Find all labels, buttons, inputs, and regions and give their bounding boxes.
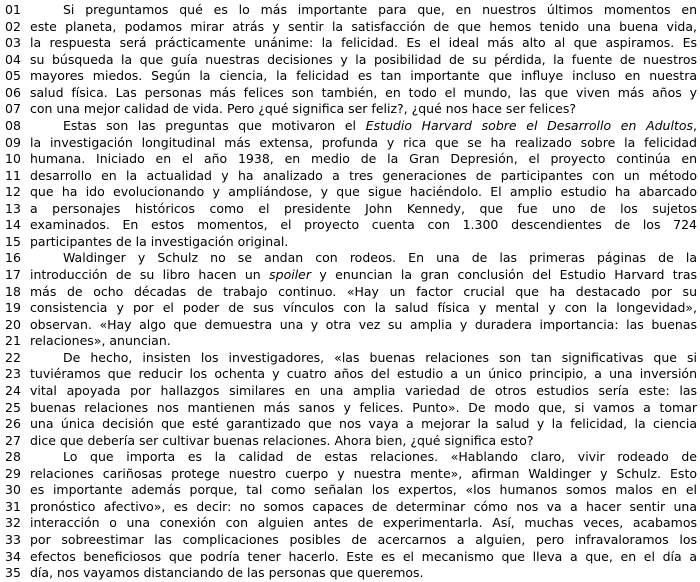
line-text [30,400,700,417]
text-line [0,532,700,549]
line-number: 17 [5,267,21,282]
text-segment: consistencia y por el poder de sus vínculos con la salud física y mental y con la longevidad», [30,300,697,316]
line-number: 27 [5,432,21,448]
text-segment: día, nos vayamos distanciando de las personas que queremos. [30,565,424,581]
text-line [0,85,700,102]
text-line [0,201,700,218]
text-segment: humana. Iniciado en el año 1938, en medio de la Gran Depresión, el proyecto continúa en [30,151,697,167]
text-segment: Waldinger y Schulz no se andan con rodeos. En una de las primeras páginas de la [63,250,697,266]
text-segment: De hecho, insisten los investigadores, «las buenas relaciones son tan significativas que si [63,349,697,365]
line-text [30,317,700,334]
italic-text-segment: spoiler [269,267,311,282]
text-line [0,499,700,516]
line-text [30,250,700,267]
text-segment: desarrollo en la actualidad y ha analizado a tres generaciones de participantes con un método [30,167,697,183]
text-segment: vital apoyada por hallazgos similares en una amplia variedad de otros estudios sería este: las [30,382,697,398]
line-number: 19 [5,300,21,316]
text-segment: relaciones», anuncian. [30,333,171,349]
text-segment: relaciones cariñosas protege nuestro cuerpo y nuestra mente», afirman Waldinger y Schulz. Esto [30,465,697,481]
text-segment: Estas son las preguntas que motivaron el [63,117,366,133]
line-text [30,35,700,52]
line-number: 07 [5,101,21,117]
line-text [30,151,700,168]
line-text [30,68,700,85]
line-number: 29 [5,465,21,481]
line-number: 18 [5,283,21,299]
text-line [0,168,700,185]
text-segment: , [693,117,697,133]
line-text [30,267,700,284]
line-number: 10 [5,151,21,167]
line-number: 16 [5,250,21,266]
text-segment: una única decisión que esté garantizado que nos vaya a mejorar la salud y la felicidad, la ciencia [30,416,697,432]
text-line [0,284,700,301]
line-text [30,466,700,483]
line-number: 11 [5,167,21,183]
line-text [30,433,700,450]
line-number: 13 [5,200,21,216]
line-number: 31 [5,498,21,514]
line-number: 01 [5,2,21,17]
text-segment: y enuncian la gran conclusión del Estudio Harvard tras [311,267,697,282]
text-line [0,549,700,566]
line-text [30,284,700,301]
line-text [30,549,700,566]
line-text [30,184,700,201]
text-segment: salud física. Las personas más felices son también, en todo el mundo, las que viven más años y [30,84,697,100]
text-line [0,515,700,532]
line-number: 03 [5,35,21,51]
text-segment: Lo que importa es la calidad de estas relaciones. «Hablando claro, vivir rodeado de [63,449,697,465]
text-line [0,416,700,433]
text-line [0,466,700,483]
text-segment: participantes de la investigación original. [30,233,289,249]
line-number: 22 [5,349,21,365]
text-segment: la respuesta será prácticamente unánime: la felicidad. Es el ideal más alto al que aspiramos. Es [30,35,697,51]
text-segment: más de ocho décadas de trabajo continuo. «Hay un factor crucial que ha destacado por su [30,283,697,299]
text-line [0,184,700,201]
text-line [0,19,700,36]
line-text [30,234,700,251]
line-text [30,52,700,69]
line-text [30,101,700,118]
line-number: 34 [5,548,21,564]
text-segment: introducción de su libro hacen un [30,267,270,282]
text-line [0,2,700,19]
line-number: 20 [5,316,21,332]
text-segment: buenas relaciones nos mantienen más sanos y felices. Punto». De modo que, si vamos a tomar [30,399,697,415]
text-body [0,2,700,582]
line-text [30,217,700,234]
line-number: 23 [5,366,21,382]
line-text [30,565,700,582]
text-segment: interacción o una conexión con alguien antes de experimentarla. Así, muchas veces, acabamos [30,515,697,531]
text-line [0,350,700,367]
line-number: 30 [5,482,21,498]
line-text [30,449,700,466]
line-text [30,19,700,36]
line-number: 02 [5,18,21,34]
line-text [30,85,700,102]
text-line [0,52,700,69]
text-line [0,118,700,135]
line-text [30,366,700,383]
text-line [0,400,700,417]
line-number: 12 [5,184,21,200]
line-number: 08 [5,117,21,133]
text-segment: a personajes históricos como el presidente John Kennedy, que fue uno de los sujetos [30,200,697,216]
text-segment: con una mejor calidad de vida. Pero ¿qué significa ser feliz?, ¿qué nos hace ser felices? [30,101,576,117]
text-line [0,68,700,85]
line-number: 24 [5,382,21,398]
text-line [0,101,700,118]
line-text [30,118,700,135]
text-line [0,366,700,383]
text-line [0,333,700,350]
text-line [0,135,700,152]
text-line [0,565,700,582]
line-number: 09 [5,134,21,150]
line-number: 25 [5,399,21,415]
line-number: 35 [5,565,21,581]
line-text [30,350,700,367]
line-number: 28 [5,449,21,465]
text-line [0,383,700,400]
line-text [30,383,700,400]
line-text [30,300,700,317]
line-number: 06 [5,84,21,100]
line-number: 14 [5,217,21,233]
text-line [0,300,700,317]
line-number: 15 [5,233,21,249]
line-text [30,532,700,549]
text-segment: por sobreestimar las complicaciones posibles de acercarnos a alguien, pero infravaloramos los [30,532,697,547]
text-line [0,234,700,251]
text-line [0,151,700,168]
line-number: 05 [5,68,21,84]
line-text [30,2,700,19]
line-text [30,482,700,499]
text-line [0,317,700,334]
text-line [0,35,700,52]
text-segment: mayores miedos. Según la ciencia, la felicidad es tan importante que influye incluso en nuestra [30,68,697,84]
text-line [0,217,700,234]
line-text [30,333,700,350]
line-number: 33 [5,532,21,547]
line-number: 32 [5,515,21,531]
text-line [0,449,700,466]
line-number: 04 [5,51,21,67]
text-segment: que ha ido evolucionando y ampliándose, y que sigue haciéndolo. El amplio estudio ha abarcado [30,184,697,200]
text-segment: examinados. En estos momentos, el proyecto cuenta con 1.300 descendientes de los 724 [30,217,697,233]
text-segment: dice que debería ser cultivar buenas relaciones. Ahora bien, ¿qué significa esto? [30,432,534,448]
line-text [30,201,700,218]
text-segment: tuviéramos que reducir los ochenta y cuatro años del estudio a un único principio, a una inversión [30,366,697,382]
text-segment: Si preguntamos qué es lo más importante para que, en nuestros últimos momentos en [63,2,697,17]
text-line [0,482,700,499]
line-text [30,416,700,433]
line-text [30,499,700,516]
text-segment: efectos beneficiosos que podría tener hacerlo. Este es el mecanismo que lleva a que, en el día a [30,548,697,564]
text-segment: es importante además porque, tal como señalan los expertos, «los humanos somos malos en el [30,482,697,498]
line-text [30,168,700,185]
italic-text-segment: Estudio Harvard sobre el Desarrollo en Adultos [365,117,694,133]
text-line [0,250,700,267]
text-segment: la investigación longitudinal más extensa, profunda y rica que se ha realizado sobre la felicidad [30,134,697,150]
line-number: 21 [5,333,21,349]
text-line [0,433,700,450]
text-line [0,267,700,284]
text-segment: su búsqueda la que guía nuestras decisiones y la posibilidad de su pérdida, la fuente de nuestros [30,51,697,67]
line-text [30,515,700,532]
text-segment: pronóstico afectivo», es decir: no somos capaces de determinar cómo nos va a hacer sentir una [30,498,697,514]
text-segment: este planeta, podamos mirar atrás y sentir la satisfacción de que hemos tenido una buena vida, [30,18,697,34]
text-segment: observan. «Hay algo que demuestra una y otra vez su amplia y duradera importancia: las buenas [30,316,697,332]
line-text [30,135,700,152]
line-number: 26 [5,416,21,432]
